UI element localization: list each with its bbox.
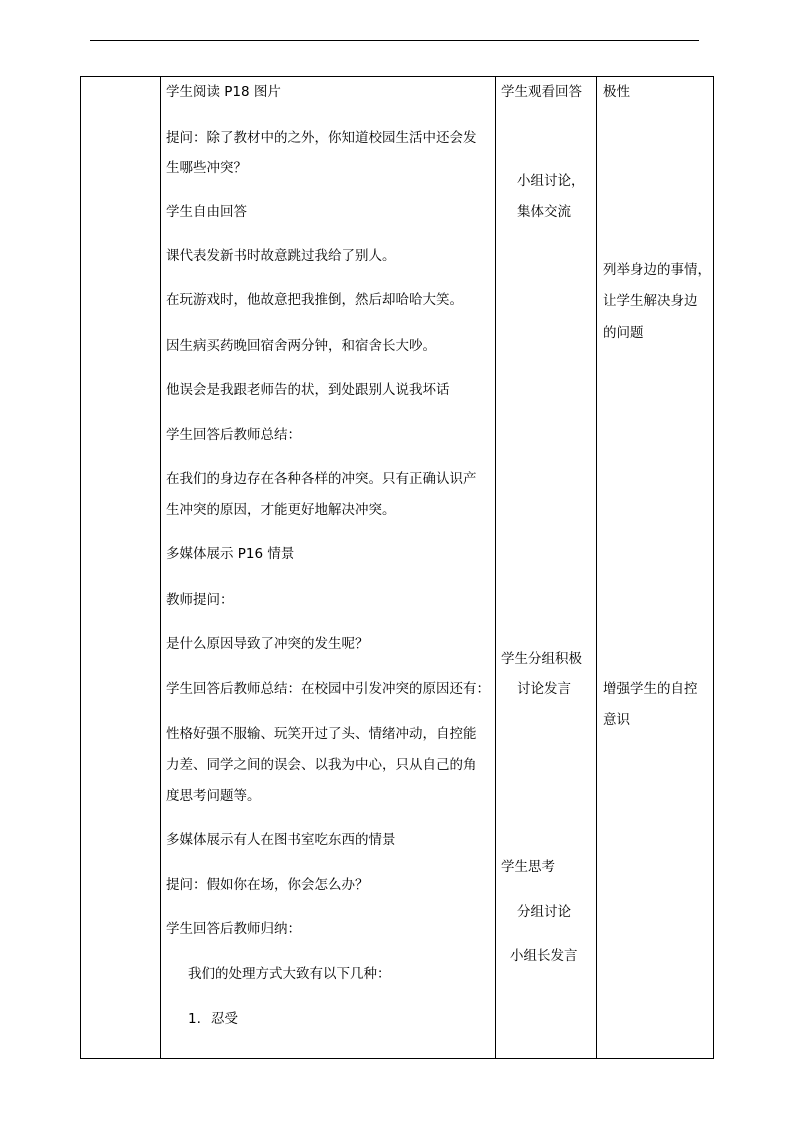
intent-line: 列举身边的事情， [603,262,711,278]
process-line: 他误会是我跟老师告的状，到处跟别人说我坏话 [166,382,450,398]
process-line: 生冲突的原因，才能更好地解决冲突。 [166,502,396,518]
process-line: 学生回答后教师归纳： [166,921,301,937]
activity-line: 学生分组积极 [501,651,582,667]
process-line: 学生回答后教师总结： [166,427,301,443]
lesson-table [80,76,714,1059]
process-line: 在我们的身边存在各种各样的冲突。只有正确认识产 [166,471,477,487]
list-number: 1. [188,1011,201,1027]
activity-line: 学生思考 [501,859,555,875]
process-line: 教师提问： [166,592,234,608]
process-line: 性格好强不服输、玩笑开过了头、情绪冲动，自控能 [166,726,477,742]
activity-line: 学生观看回答 [501,84,582,100]
process-line: 因生病买药晚回宿舍两分钟，和宿舍长大吵。 [166,338,436,354]
process-line: 提问：除了教材中的之外，你知道校园生活中还会发 [166,130,477,146]
intent-line: 极性 [603,84,630,100]
column-divider-1 [160,77,161,1058]
process-line: 课代表发新书时故意跳过我给了别人。 [166,248,396,264]
intent-line: 的问题 [603,325,644,341]
process-line: 是什么原因导致了冲突的发生呢？ [166,636,369,652]
activity-line: 分组讨论 [517,904,571,920]
process-line: 度思考问题等。 [166,788,261,804]
activity-line: 集体交流 [517,204,571,220]
process-line: 学生自由回答 [166,204,247,220]
column-divider-2 [495,77,496,1058]
intent-line: 意识 [603,712,630,728]
activity-line: 小组长发言 [510,948,578,964]
process-line: 学生阅读 P18 图片 [166,84,281,100]
activity-line: 小组讨论， [517,173,585,189]
process-line: 生哪些冲突？ [166,160,247,176]
process-line: 我们的处理方式大致有以下几种： [188,966,391,982]
activity-line: 讨论发言 [517,681,571,697]
intent-line: 增强学生的自控 [603,681,698,697]
intent-line: 让学生解决身边 [603,293,698,309]
process-line: 在玩游戏时，他故意把我推倒，然后却哈哈大笑。 [166,292,463,308]
process-line: 学生回答后教师总结：在校园中引发冲突的原因还有： [166,681,490,697]
process-line: 提问：假如你在场，你会怎么办？ [166,877,369,893]
process-line: 多媒体展示有人在图书室吃东西的情景 [166,832,396,848]
header-rule [90,40,699,41]
column-divider-3 [596,77,597,1058]
process-line: 力差、同学之间的误会、以我为中心，只从自己的角 [166,757,477,773]
process-line: 多媒体展示 P16 情景 [166,546,295,562]
list-item-text: 忍受 [211,1011,238,1027]
